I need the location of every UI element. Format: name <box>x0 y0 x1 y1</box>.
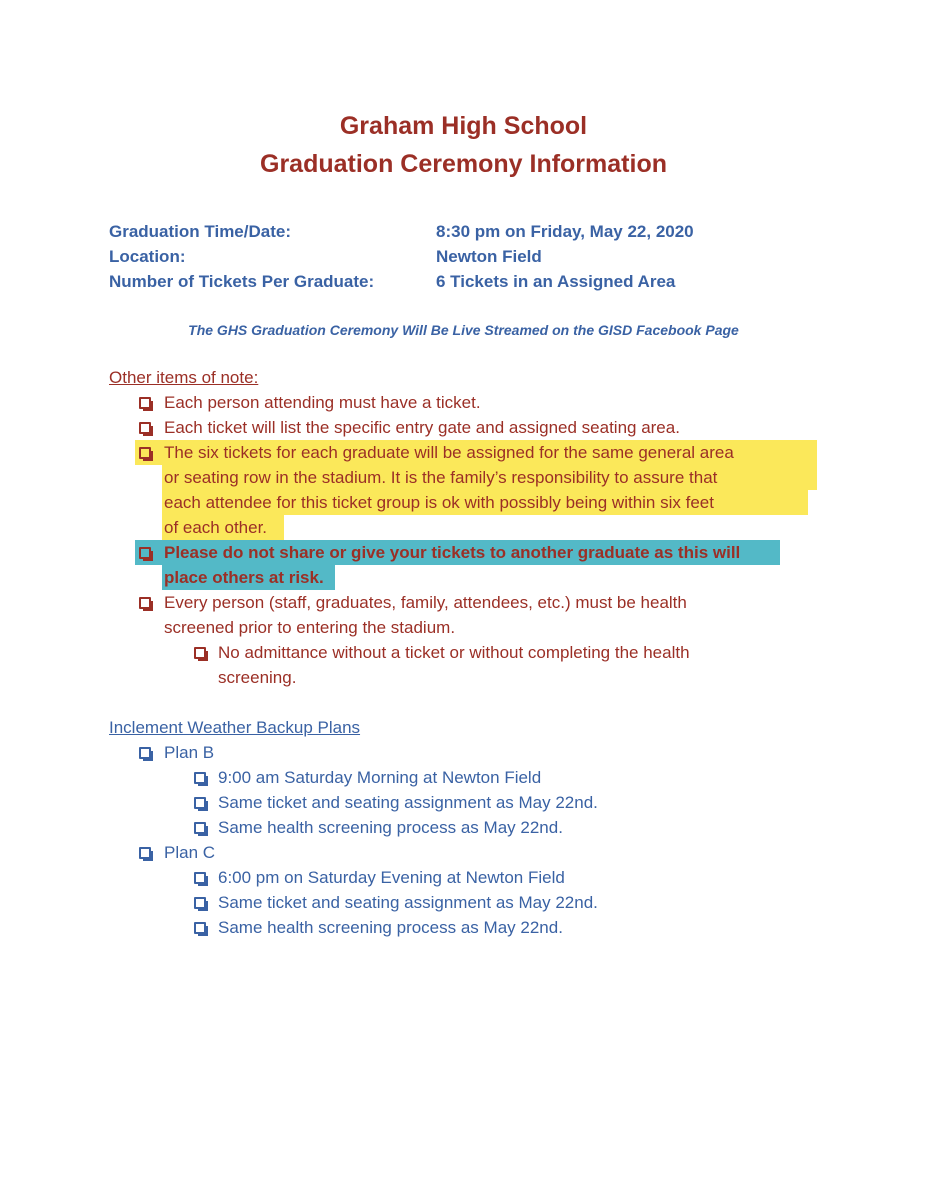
plan-c-label: Plan C <box>164 843 216 862</box>
plan-c-item: Same health screening process as May 22nd. <box>218 918 563 937</box>
list-item: Each ticket will list the specific entry gate and assigned seating area. <box>164 418 680 437</box>
list-item: The six tickets for each graduate will be assigned for the same general area <box>164 443 734 462</box>
list-item-continuation: place others at risk. <box>164 568 324 587</box>
checkbox-icon <box>194 772 206 784</box>
info-label: Number of Tickets Per Graduate: <box>109 272 375 291</box>
list-item-continuation: or seating row in the stadium. It is the family’s responsibility to assure that <box>164 468 718 487</box>
school-title: Graham High School <box>339 112 588 140</box>
list-item: Please do not share or give your tickets to another graduate as this will <box>164 543 741 562</box>
list-item-continuation: screened prior to entering the stadium. <box>164 618 456 637</box>
plan-c-item: 6:00 pm on Saturday Evening at Newton Field <box>218 868 565 887</box>
info-label: Graduation Time/Date: <box>109 222 291 241</box>
info-value: Newton Field <box>436 247 542 266</box>
info-label: Location: <box>109 247 186 266</box>
checkbox-icon <box>194 647 206 659</box>
plan-b-item: 9:00 am Saturday Morning at Newton Field <box>218 768 542 787</box>
checkbox-icon <box>194 822 206 834</box>
checkbox-icon <box>194 922 206 934</box>
checkbox-icon <box>139 597 151 609</box>
checkbox-icon <box>194 872 206 884</box>
other-items-heading: Other items of note: <box>109 368 259 387</box>
plan-b-item: Same ticket and seating assignment as May 22nd. <box>218 793 598 812</box>
plan-c-item: Same ticket and seating assignment as May 22nd. <box>218 893 598 912</box>
livestream-note: The GHS Graduation Ceremony Will Be Live Streamed on the GISD Facebook Page <box>188 322 739 338</box>
checkbox-icon <box>139 847 151 859</box>
checkbox-icon <box>139 397 151 409</box>
list-item: Each person attending must have a ticket. <box>164 393 481 412</box>
sub-list-item-continuation: screening. <box>218 668 297 687</box>
sub-list-item: No admittance without a ticket or without completing the health <box>218 643 690 662</box>
checkbox-icon <box>139 447 151 459</box>
document-title: Graduation Ceremony Information <box>260 150 667 178</box>
plan-b-label: Plan B <box>164 743 215 762</box>
info-value: 8:30 pm on Friday, May 22, 2020 <box>436 222 694 241</box>
checkbox-icon <box>194 797 206 809</box>
weather-plans-heading: Inclement Weather Backup Plans <box>109 718 361 737</box>
info-value: 6 Tickets in an Assigned Area <box>436 272 676 291</box>
checkbox-icon <box>139 547 151 559</box>
list-item-continuation: of each other. <box>164 518 268 537</box>
checkbox-icon <box>139 422 151 434</box>
list-item: Every person (staff, graduates, family, attendees, etc.) must be health <box>164 593 687 612</box>
list-item-continuation: each attendee for this ticket group is ok with possibly being within six feet <box>164 493 714 512</box>
checkbox-icon <box>194 897 206 909</box>
checkbox-icon <box>139 747 151 759</box>
plan-b-item: Same health screening process as May 22nd. <box>218 818 563 837</box>
